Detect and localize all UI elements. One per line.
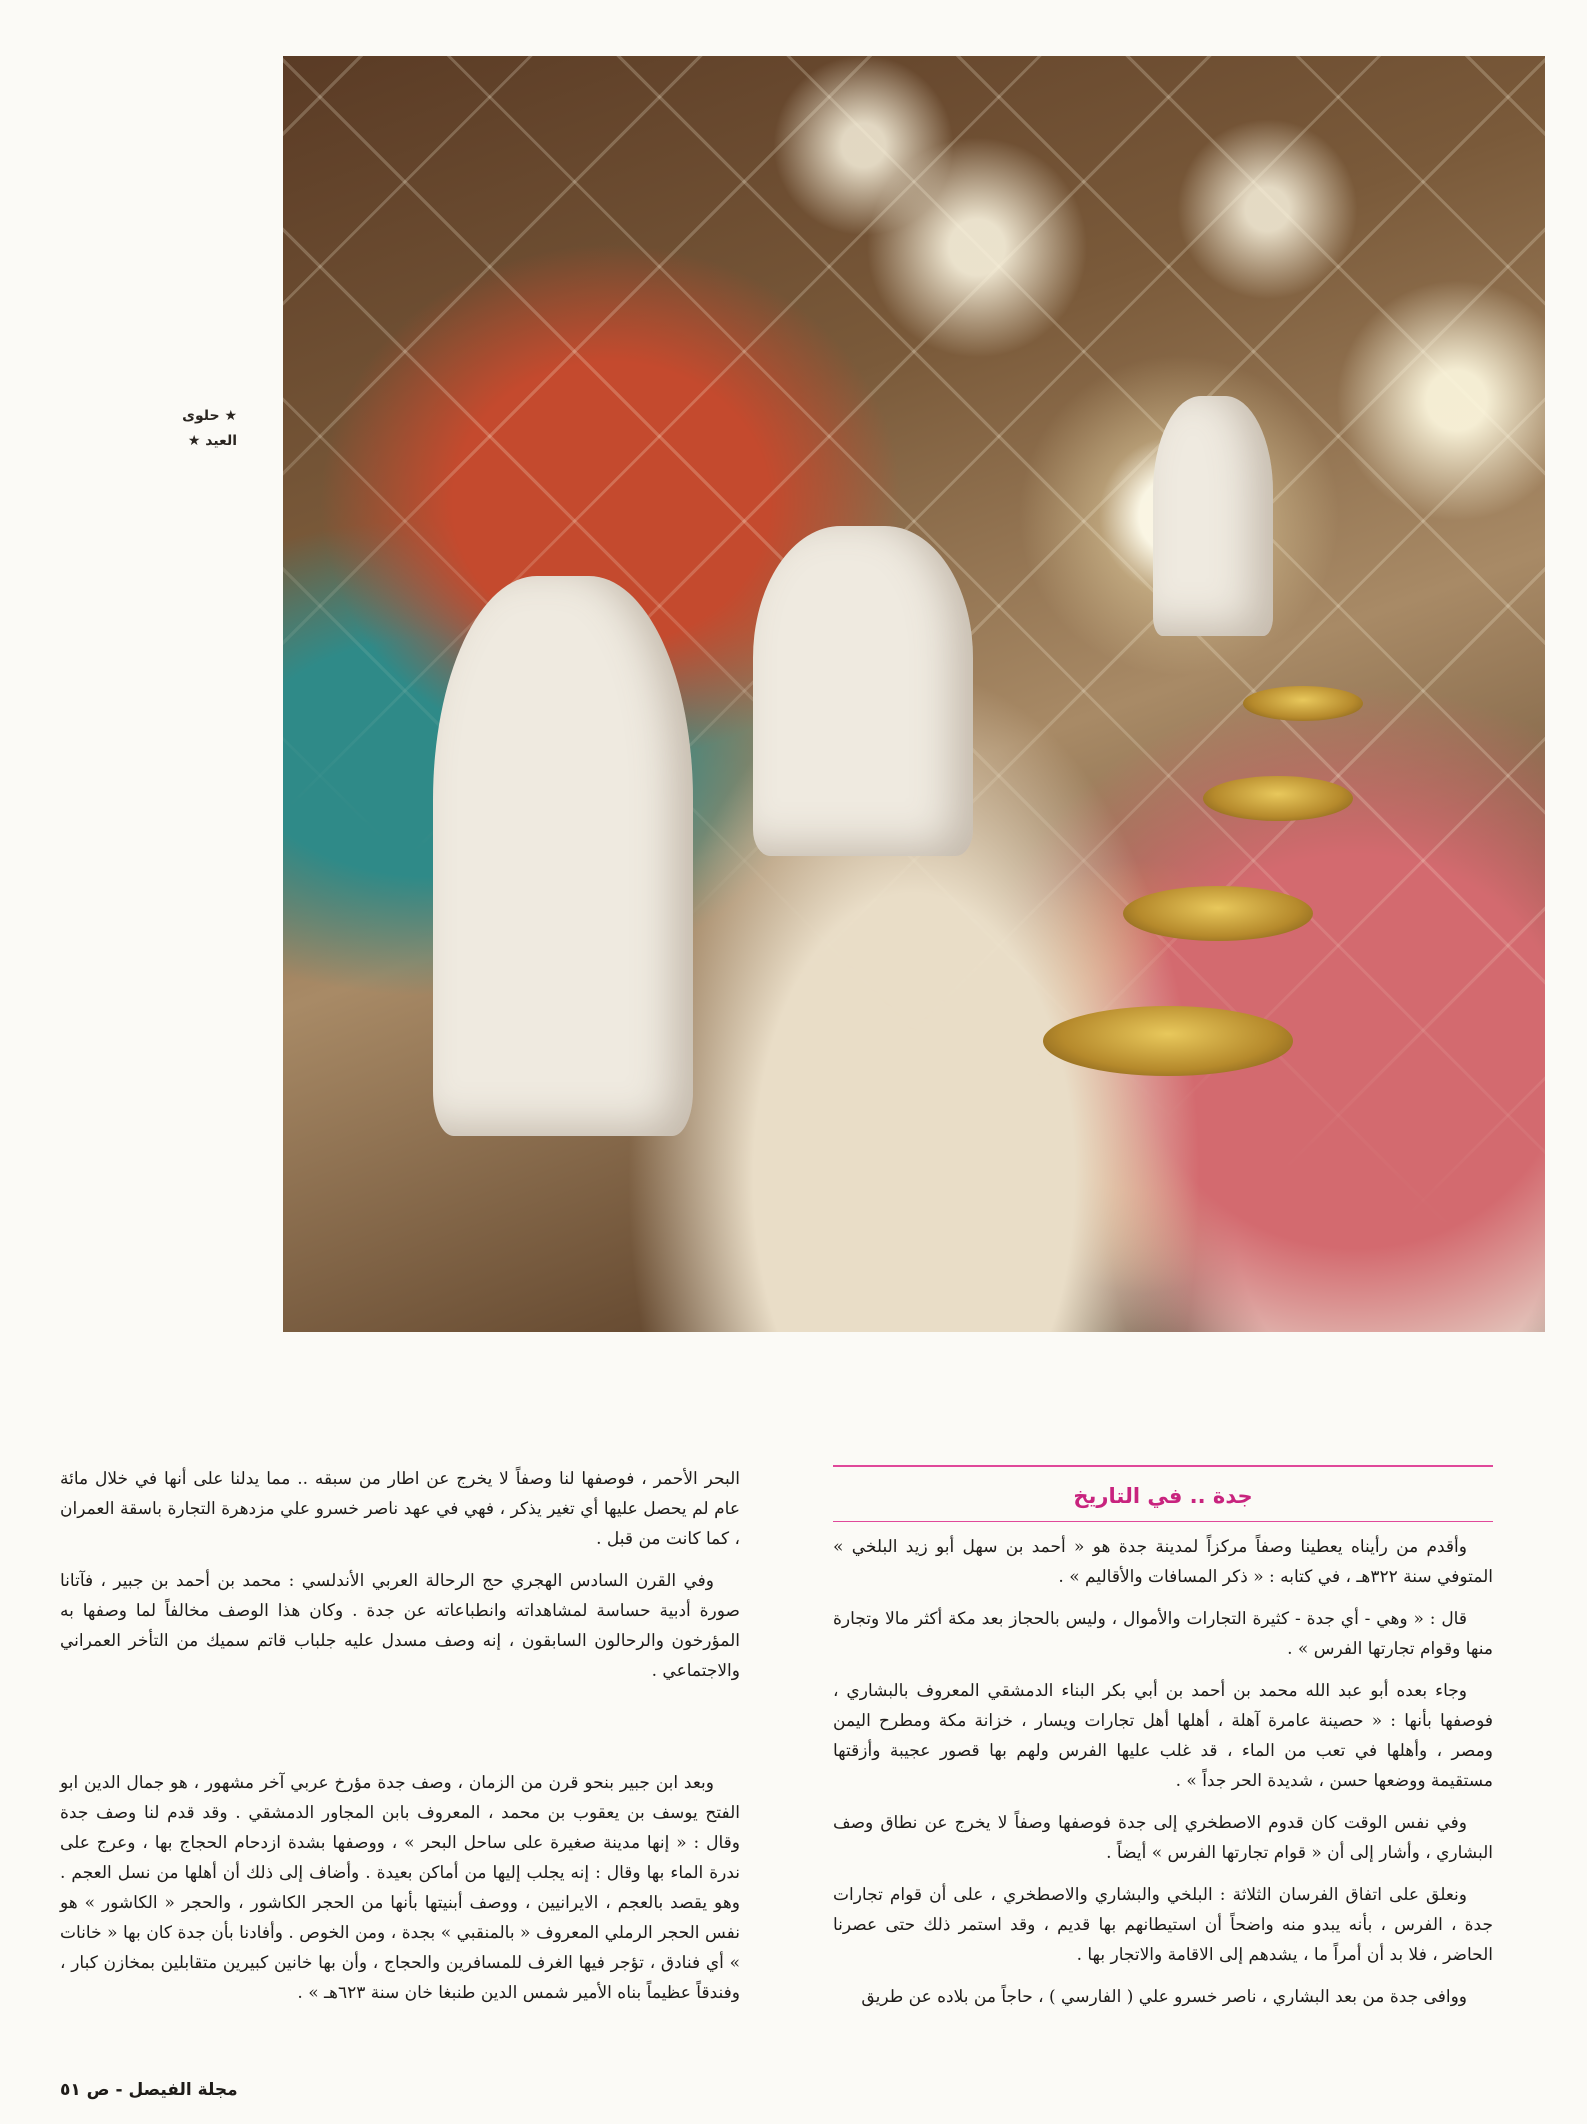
paragraph: قال : « وهي - أي جدة - كثيرة التجارات والأموال ، وليس بالحجاز بعد مكة أكثر مالا وتجارة منها وقوام تجارتها الفرس » .	[833, 1609, 1493, 1659]
man-figure-back	[1153, 396, 1273, 636]
right-text-column	[833, 1465, 1493, 2024]
page-footer: مجلة الفيصل - ص ٥١	[60, 2080, 238, 2100]
man-figure-seated	[753, 526, 973, 856]
caption-line-2: العيد ★	[187, 433, 237, 449]
market-photo	[283, 56, 1545, 1332]
brass-scale-tray	[1123, 886, 1313, 941]
paragraph: وجاء بعده أبو عبد الله محمد بن أحمد بن أبي بكر البناء الدمشقي المعروف بالبشاري ، فوصفها بأنها : « حصينة عامرة آهلة ، أهلها أهل تجارات ويسار ، خزانة مكة ومطرح اليمن ومصر ، وأهلها في تعب من الماء ، قد غلب عليها الفرس ولهم بها قصور عجيبة وأزقتها مستقيمة ووضعها حسن ، شديدة الحر جداً » .	[833, 1681, 1493, 1791]
photo-caption	[182, 404, 237, 454]
brass-scale-tray	[1203, 776, 1353, 821]
section-top-rule	[833, 1465, 1493, 1467]
paragraph: وبعد ابن جبير بنحو قرن من الزمان ، وصف جدة مؤرخ عربي آخر مشهور ، هو جمال الدين ابو الفتح يوسف بن يعقوب بن محمد ، المعروف بابن المجاور الدمشقي . وقد قدم لنا وصف جدة وقال : « إنها مدينة صغيرة على ساحل البحر » ، ووصفها بشدة ازدحام الحجاج بها ، وعرج على ندرة الماء بها وقال : إنه يجلب إليها من أماكن بعيدة . وأضاف إلى ذلك أن أهلها من نسل العجم . وهو يقصد بالعجم ، الايرانيين ، ووصف أبنيتها بأنها من الحجر الكاشور ، والحجر « الكاشور » هو نفس الحجر الرملي المعروف « بالمنقبي » بجدة ، ومن الخوص . وأفادنا بأن جدة كان بها « خانات » أي فنادق ، تؤجر فيها الغرف للمسافرين والحجاج ، وأن بها خانين كبيرين متقابلين بمخازن كبار ، وفندقاً عظيماً بناه الأمير شمس الدين طنبغا خان سنة ٦٢٣هـ » .	[60, 1773, 740, 2003]
paragraph: وفي نفس الوقت كان قدوم الاصطخري إلى جدة فوصفها وصفاً لا يخرج عن نطاق وصف البشاري ، وأشار إلى أن « قوام تجارتها الفرس » أيضاً .	[833, 1813, 1493, 1863]
section-title: جدة .. في التاريخ	[1073, 1484, 1253, 1508]
paragraph: وأقدم من رأيناه يعطينا وصفاً مركزاً لمدينة جدة هو « أحمد بن سهل أبو زيد البلخي » المتوفي سنة ٣٢٢هـ ، في كتابه : « ذكر المسافات والأقاليم » .	[833, 1537, 1493, 1587]
paragraph: ونعلق على اتفاق الفرسان الثلاثة : البلخي والبشاري والاصطخري ، على أن قوام تجارات جدة ، الفرس ، بأنه يبدو منه واضحاً أن استيطانهم بها قديم ، وقد استمر ذلك حتى عصرنا الحاضر ، فلا بد أن أمراً ما ، يشدهم إلى الاقامة والاتجار بها .	[833, 1885, 1493, 1965]
section-title-rule	[833, 1521, 1493, 1522]
caption-line-1: ★ حلوى	[182, 408, 237, 424]
paragraph: ووافى جدة من بعد البشاري ، ناصر خسرو علي ( الفارسي ) ، حاجاً من بلاده عن طريق	[861, 1987, 1467, 2007]
man-figure-front	[433, 576, 693, 1136]
paragraph: وفي القرن السادس الهجري حج الرحالة العربي الأندلسي : محمد بن أحمد بن جبير ، فآتانا صورة أدبية حساسة لمشاهداته وانطباعاته عن جدة . وكان هذا الوصف مخالفاً لما وصفها به المؤرخون والرحالون السابقون ، إنه وصف مسدل عليه جلباب قاتم سميك من التأخر العمراني والاجتماعي .	[60, 1571, 740, 1681]
paragraph: البحر الأحمر ، فوصفها لنا وصفاً لا يخرج عن اطار من سبقه .. مما يدلنا على أنها في خلال مائة عام لم يحصل عليها أي تغير يذكر ، فهي في عهد ناصر خسرو علي مزدهرة التجارة باسقة العمران ، كما كانت من قبل .	[60, 1469, 740, 1549]
brass-scale-tray	[1043, 1006, 1293, 1076]
left-text-column	[60, 1464, 740, 2020]
brass-scale-tray	[1243, 686, 1363, 721]
